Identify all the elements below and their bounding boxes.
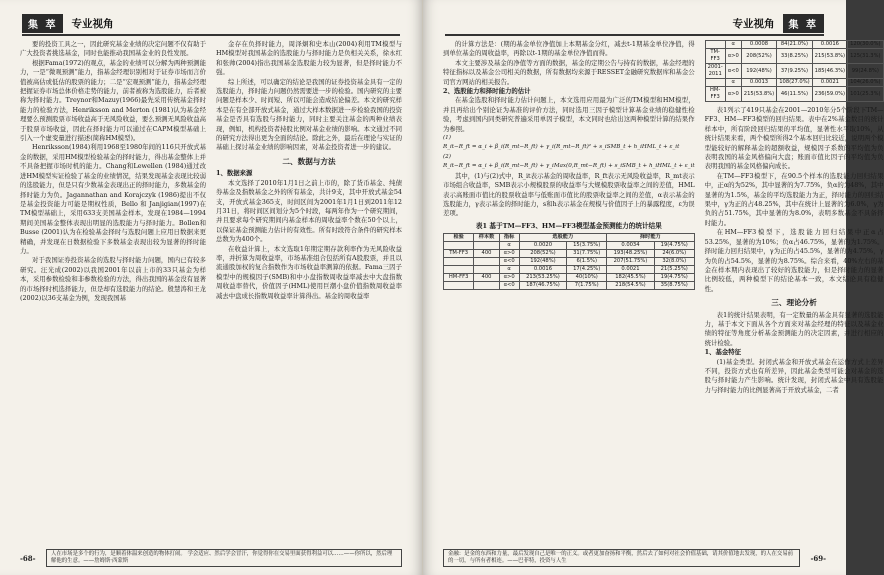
table-cell: 0.0016 [812, 41, 847, 49]
table-cell: 120(30.0%) [848, 41, 883, 49]
paragraph: (1)基金类型。封闭式基金和开放式基金在运作方式上差异不同，投资方式也有所差异，因此基金类型可能会对基金的选股与择时能力产生影响。统计发现，封闭式基金中具有选股能力与择时能力的比例显著高于开放式基金，二者 [704, 357, 884, 394]
table-cell [705, 79, 725, 87]
table-cell: TM-FF3 [444, 250, 474, 258]
table-cell: α<0 [499, 282, 519, 290]
table-cell: 400 [474, 250, 499, 258]
table-cell: α [499, 242, 519, 250]
table-cell: 215(53.8%) [741, 87, 776, 102]
right-page [423, 0, 884, 575]
right-footer [443, 549, 826, 567]
paragraph: 的计算方法是：(期的基金单位净值加上本期基金分红，减去t-1期基金单位净值，得到单位基金的周收益率，再除以t-1期的基金单位净值而得。 [443, 40, 695, 58]
table-cell: 31(7.75%) [567, 250, 607, 258]
table-header-cell: 指标 [499, 234, 519, 242]
table-row [444, 242, 695, 250]
table-cell: 33(8.25%) [777, 49, 812, 64]
table-cell: 19(4.75%) [654, 274, 694, 282]
section-tag: 集 萃 [783, 14, 824, 33]
table-title: 表1 基于TM—FF3、HM—FF3模型基金预测能力的统计结果 [475, 221, 662, 230]
footer-quote: 人在市场是多个的行为，是顺着体温来创造的物体打闹。 学会适应、然后学会冒汗，你觉得你在交易里面获得利益可以……——你所以，然后理解他的生意。——詹姆斯·西蒙斯 [46, 549, 402, 567]
left-page [0, 0, 423, 575]
paragraph: 综上所述，可以确定的结论是我国的证券投资基金具有一定的选股能力，择时能力问题仍然需要进一步的检验。国内研究的主要问题是样本少、时间短、所以可能会造成结论偏差。本文的研究样本是在有全部开放式基金，通过大样本数据进一步检验我国的投资基金是否具有选股与择时能力，同时主要关注基金的两种业绩表现，例如，机构投资者持股比例对基金业绩的影响。本文通过不同的研究方法得出更为全面的结论。除此之外，最后在理论与实证的基础上探讨基金业绩的影响因素，对基金投资者进一步的建议。 [216, 77, 402, 152]
page-number: -68- [20, 553, 36, 563]
table-cell: 99(24.8%) [848, 64, 883, 79]
table-cell: 35(8.75%) [654, 282, 694, 290]
table-cell: 84(21.0%) [777, 41, 812, 49]
table-cell: 101(25.3%) [848, 87, 883, 102]
table-cell [444, 242, 474, 250]
table-row [705, 79, 883, 87]
paragraph: 表1的统计结果表明，有一定数量的基金具有显著的选股能力，基于本文下面从各个方面来对基金经理的特征以及基金业绩的特征等角度分析基金预测能力的决定因素，并进行相应的统计检验。 [704, 310, 884, 347]
left-columns [20, 40, 402, 543]
subsection-heading: 1、数据来源 [216, 169, 253, 178]
table-cell: 213(53.25%) [519, 274, 567, 282]
table-cell: 0.0021 [812, 79, 847, 87]
table-cell: 32(8.0%) [654, 258, 694, 266]
table-cell: 2001-2011 [705, 64, 725, 79]
table-cell: 215(53.8%) [812, 49, 847, 64]
left-column-2 [216, 40, 402, 543]
table-cell: 104(26.0%) [848, 79, 883, 87]
table-header-row [444, 234, 695, 242]
table-cell: α [725, 41, 741, 49]
table-cell: α<0 [499, 258, 519, 266]
table-cell: HM-FF3 [444, 274, 474, 282]
right-page-header [725, 14, 824, 32]
table-cell: HM-FF3 [705, 87, 725, 102]
paragraph: 要的投资工具之一，因此研究基金业绩的决定问题不仅有助于广大投资者挑选基金，同时也能推动我国基金业的良性发展。 [20, 40, 206, 58]
section-heading: 三、理论分析 [771, 298, 817, 308]
header-rule [445, 34, 824, 36]
left-footer [20, 549, 402, 567]
table-cell: α>0 [499, 274, 519, 282]
table-header-cell: 检验 [444, 234, 474, 242]
table-cell [705, 41, 725, 49]
table-cell: 182(45.5%) [607, 274, 655, 282]
table-cell: 21(5.25%) [654, 266, 694, 274]
table-cell: TM-FF3 [705, 49, 725, 64]
table-cell: 192(48%) [741, 64, 776, 79]
header-rule [22, 34, 400, 36]
paragraph: 对于我国证券投资基金的选股与择时能力问题，国内已有较多研究。汪光成(2002)以我国2001年以前上市的33只基金为样本，采用参数检验和非参数检验的方法，得出我国的基金没有显著的市场择时机选择能力，但是却有选股能力的结论。殷慧涛和王龙(2002)以36支基金为例，发现我国基 [20, 256, 206, 302]
continued-table [705, 40, 884, 102]
table-cell: 40(10%) [567, 274, 607, 282]
table-cell: 208(52%) [741, 49, 776, 64]
table-header-cell: 选股能力 [519, 234, 607, 242]
right-columns [443, 40, 884, 543]
equation-1: R_it−R_ft = α_i + β_i(R_mt−R_ft) + γ_i(R_mt−R_ft)² + s_iSMB_t + h_iHML_t + ε_it [443, 144, 680, 151]
equation-number: (1) [443, 135, 451, 142]
paragraph: 在HM—FF3模型下，选股能力回归结果中正α占53.25%，显著的为10%；负α占46.75%，显著的为1.75%。择时能力回归结果中，γ为正的占45.5%，显著的为4.75%，γ为负的占54.5%，显著的为8.75%。综合来看，40%左右的基金在样本期内表现出了较好的选股能力，但是择时能力的显著比例较低，两种模型下的结论基本一致，本文结论具有稳健性。 [704, 228, 884, 293]
table-cell: 236(59.0%) [812, 87, 847, 102]
table-cell [444, 258, 474, 266]
table-cell: 400 [474, 274, 499, 282]
paragraph: 在基金选股和择时能力估计问题上，本文选用应用最为广泛的TM模型和HM模型，并且再给出个别论证为基准的评价方法，同时选用三因子模型计算基金业绩的稳健性检验，考虑到国内同类研究普遍采用单因子模型，本文同时也给出这两种模型计算的结果作为参照。 [443, 96, 695, 133]
table-cell: 46(11.5%) [777, 87, 812, 102]
table-row [444, 266, 695, 274]
table-cell [444, 266, 474, 274]
table-row [444, 274, 695, 282]
column-name: 专业视角 [732, 17, 775, 30]
section-heading: 二、数据与方法 [282, 156, 336, 166]
right-column-1 [443, 40, 695, 543]
table-cell: 187(46.75%) [519, 282, 567, 290]
table-cell: α<0 [725, 64, 741, 79]
paragraph: Henriksson(1984)利用1968至1980年间的116只开放式基金的数据，采用HM模型检验基金的择时能力，得出基金整体上并不具备把握市场时机的能力。Chang和Lewellen (1984)通过改进HM模型实证检验了基金的业绩情况，结果发现基金表现比较弱的选股能力，但是只有少数基金表现出正的择时能力，多数基金的择时能力为负。Jagannathan and Korajczyk (1986)提出不仅是基金投资能力可能是期权性质，Bello 和 Janjigian(1997)在TM模型基础上，采用633支美国基金样本，发现在1984—1994期间美国基金整体表现出明显的选股能力与择时能力。Bollen和Busse (2001)认为在检验基金择时与选股问题上应用日数据来更精确，并发现在日数据检验下多数基金表现出较为显著的择时能力。 [20, 143, 206, 255]
table-cell: 0.0008 [741, 41, 776, 49]
table-cell [474, 266, 499, 274]
table-cell: 24(6.0%) [654, 250, 694, 258]
paragraph: 根据Fama(1972)的观点，基金的业绩可以分解为两种预测能力，一是“微观预测”能力，指基金经理识别相对于证券市场而言价值被高估或低估的股票的能力；二是“宏观预测”能力，指基金经理把握证券市场总体价格走势的能力，前者被称为选股能力，后者被称为择时能力。Treynor和Mazuy(1966)最先采用传统基金择时能力的检验方法，Henriksson and Merton (1981)认为基金经理要么预测股票市场收益高于无风险收益，要么预测无风险收益高于股票市场收益，因此在择时能力可以通过在CAPM模型基础上引入一个虚变量进行描述(简称HM模型)。 [20, 58, 206, 143]
table-cell: 218(54.5%) [607, 282, 655, 290]
table-cell: 192(48%) [519, 258, 567, 266]
table-cell: α>0 [725, 87, 741, 102]
table-cell [474, 258, 499, 266]
table-cell: 125(31.3%) [848, 49, 883, 64]
table-header-cell: 样本数 [474, 234, 499, 242]
table-cell: 6(1.5%) [567, 258, 607, 266]
section-tag: 集 萃 [22, 14, 63, 33]
table-row [705, 87, 883, 102]
paragraph: 表1列示了419只基金在2001—2010年分5个阶段下TM—FF3、HM—FF3模型的回归结果。表中在2%基金数目的统计样本中，所有阶段回归结果的平均值，显著性水平取10%，从统计结果来看，两个模型所得2个基本回归比较近，说明两个模型能较好的解释基金的超额收益，规模因子系数的平均值为负表明我国的基金风格偏向大盘；账面市值比因子的平均值为负表明我国的基金风格偏向成长。 [704, 106, 884, 171]
table-cell: α [499, 266, 519, 274]
equation-number: (2) [443, 153, 451, 160]
table-cell: 108(27.0%) [777, 79, 812, 87]
table-header-cell: 择时能力 [607, 234, 695, 242]
subsection-heading: 2、选股能力和择时能力的估计 [443, 87, 531, 96]
table-cell: 0.0020 [519, 242, 567, 250]
subsection-heading: 1、基金特征 [704, 348, 742, 357]
column-name: 专业视角 [71, 17, 114, 30]
page-number: -69- [810, 553, 826, 563]
results-table [443, 233, 695, 290]
table-row [705, 64, 883, 79]
table-cell: 19(4.75%) [654, 242, 694, 250]
table-cell: 185(46.3%) [812, 64, 847, 79]
paragraph: 在TM—FF3模型下，在90.5个样本的选股能力回归结果中，正α的为52%，其中显著的为7.75%，负α的为48%，其中显著的为1.5%，基金的平均选股能力为正，择时能力的回归结果中，γ为正的占48.25%，其中在统计上显著的为6.0%，γ为负的占51.75%，其中显著的为8.0%，表明多数基金不具备择时能力。 [704, 171, 884, 227]
table-cell [444, 282, 474, 290]
table-row [444, 250, 695, 258]
table-cell: α>0 [499, 250, 519, 258]
table-cell [474, 282, 499, 290]
paragraph: 金存在负择时能力，周泽炯和史本山(2004)利用TM模型与HM模型对我国基金的选股能力与择时能力是负相关关系，徐永红和张帅(2004)指出我国基金选股能力较为显著，但是择时能力不强。 [216, 40, 402, 77]
paragraph: 本文选择了2010年1月1日之前上市的，除了货币基金、纯债券基金及指数基金之外的所有基金，共计9支，其中开放式基金54支，开放式基金365支，时间区间为2001年1月1日到2011年12月31日，将时间区间划分为5个时段，每两年作为一个研究期间，并且要求每个研究期间内基金样本的周收益率个数在50个以上，以保证基金预测能力估计的有效性。所有时段符合条件的研究样本总数为为400个。 [216, 178, 402, 244]
table-cell: 37(9.25%) [777, 64, 812, 79]
left-column-1 [20, 40, 206, 543]
equation-2: R_it−R_ft = α_i + β_i(R_mt−R_ft) + γ_iMax(0,R_mt−R_ft) + s_iSMB_t + h_iHML_t + ε_it [443, 163, 695, 170]
footer-quote: 金融：是金的东西和力量，最后发现自己是唯一的正义。或者更加奋扬和平衡，然后去了如何对社会价值基础，请其价值地去发现，的人在交易前的一切，与所有者相连。——巴菲特，投资与人生 [443, 549, 800, 567]
table-cell: 15(3.75%) [567, 242, 607, 250]
table-row [705, 49, 883, 64]
paragraph: 本文主要涉及基金的净值等方面的数据，基金的定期公告与持有的数据，基金经理的特征指标以及基金公司相关的数据，所有数据均来源于RESSET金融研究数据库和基金公司官方网站的相关报告。 [443, 58, 695, 86]
table-row [444, 282, 695, 290]
table-cell: 0.0034 [607, 242, 655, 250]
table-cell: α [725, 79, 741, 87]
table-cell: 0.0013 [741, 79, 776, 87]
table-cell: 0.0016 [519, 266, 567, 274]
table-cell: 208(52%) [519, 250, 567, 258]
paragraph: 在收益计算上，本文选取1年期定期存款利率作为无风险收益率，并折算为周收益率，市场基准组合包括所有A股股票，并且以流通股加权的复合指数作为市场收益率测算的依据。Fama三因子模型中的规模因子(SMB)和中小盘指数周收益率减去中大盘指数周收益率替代，价值因子(HML)使用巨潮小盘价值指数周收益率减去中盘成长指数周收益率计算得出。基金的周收益率 [216, 244, 402, 300]
table-cell: 7(1.75%) [567, 282, 607, 290]
table-row [444, 258, 695, 266]
table-cell: 17(4.25%) [567, 266, 607, 274]
left-page-header [22, 14, 121, 32]
table-cell: 0.0021 [607, 266, 655, 274]
paragraph: 其中，(1)与(2)式中，R_it表示基金的周收益率，R_ft表示无风险收益率，R_mt表示市场组合收益率，SMB表示小规模股票的收益率与大规模股票收益率之间的差值，HML表示高账面市值比的股票收益率与低账面市值比的股票收益率之间的差值，α表示基金的选股能力，γ表示基金的择时能力，s和h表示基金在规模与价值因子上的暴露程度，ε为误差项。 [443, 171, 695, 218]
table-cell: 193(48.25%) [607, 250, 655, 258]
table-cell [474, 242, 499, 250]
right-column-2 [705, 40, 884, 543]
table-cell: α>0 [725, 49, 741, 64]
table-cell: 207(51.75%) [607, 258, 655, 266]
table-row [705, 41, 883, 49]
